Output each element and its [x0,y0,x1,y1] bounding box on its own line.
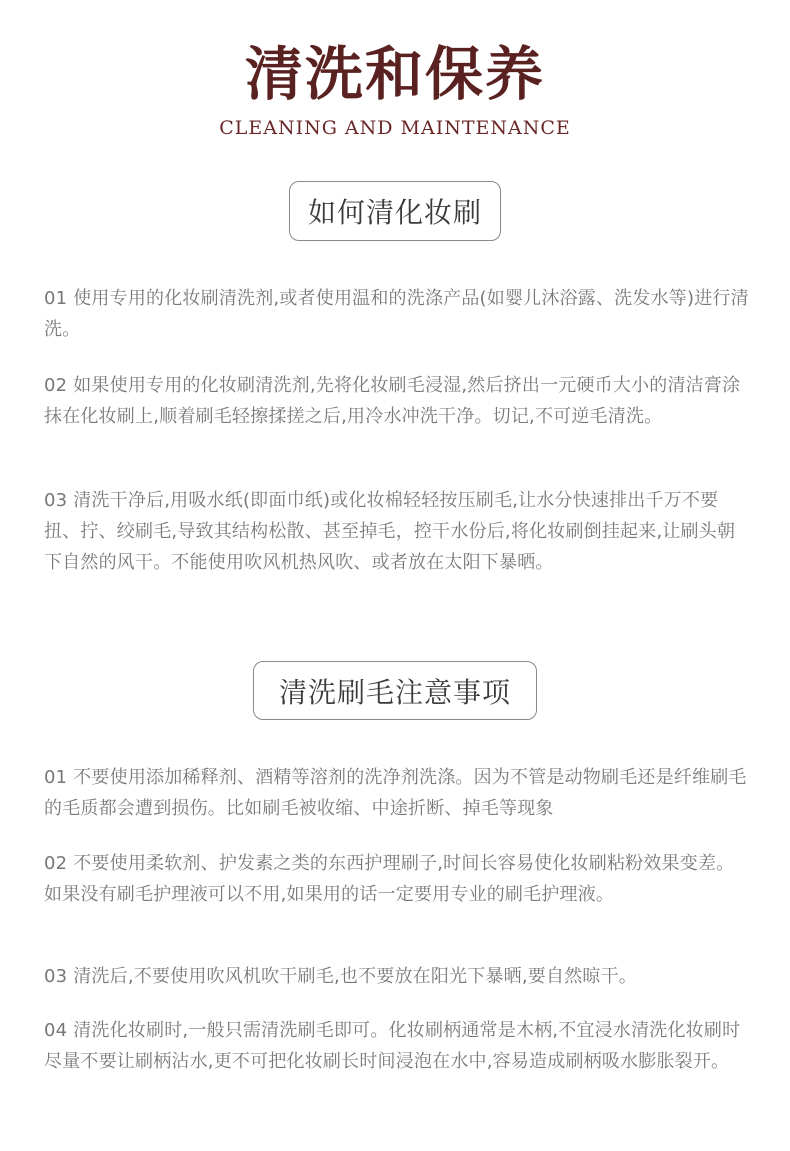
precaution-02: 02 不要使用柔软剂、护发素之类的东西护理刷子,时间长容易使化妆刷粘粉效果变差。如果没有刷毛护理液可以不用,如果用的话一定要用专业的刷毛护理液。 [44,853,735,905]
page-title: 清洗和保养 [244,40,545,108]
cleaning-step-02: 02 如果使用专用的化妆刷清洗剂,先将化妆刷毛浸湿,然后挤出一元硬币大小的清洁膏涂抹在化妆刷上,顺着刷毛轻擦揉搓之后,用冷水冲洗干净。切记,不可逆毛清洗。 [44,375,741,427]
page-subtitle: CLEANING AND MAINTENANCE [219,117,571,139]
precaution-01: 01 不要使用添加稀释剂、酒精等溶剂的洗净剂洗涤。因为不管是动物刷毛还是纤维刷毛的毛质都会遭到损伤。比如刷毛被收缩、中途折断、掉毛等现象 [44,767,747,819]
section-heading-how-to-clean: 如何清化妆刷 [289,181,501,241]
precaution-04: 04 清洗化妆刷时,一般只需清洗刷毛即可。化妆刷柄通常是木柄,不宜浸水清洗化妆刷时尽量不要让刷柄沾水,更不可把化妆刷长时间浸泡在水中,容易造成刷柄吸水膨胀裂开。 [44,1020,741,1072]
cleaning-step-01: 01 使用专用的化妆刷清洗剂,或者使用温和的洗涤产品(如婴儿沐浴露、洗发水等)进行清洗。 [44,288,749,340]
cleaning-step-03: 03 清洗干净后,用吸水纸(即面巾纸)或化妆棉轻轻按压刷毛,让水分快速排出千万不要扭、拧、绞刷毛,导致其结构松散、甚至掉毛，控干水份后,将化妆刷倒挂起来,让刷头朝下自然的风干。不能使用吹风机热风吹、或者放在太阳下暴晒。 [44,490,736,573]
precaution-03: 03 清洗后,不要使用吹风机吹干刷毛,也不要放在阳光下暴晒,要自然晾干。 [44,966,637,987]
section-heading-precautions: 清洗刷毛注意事项 [253,661,537,720]
